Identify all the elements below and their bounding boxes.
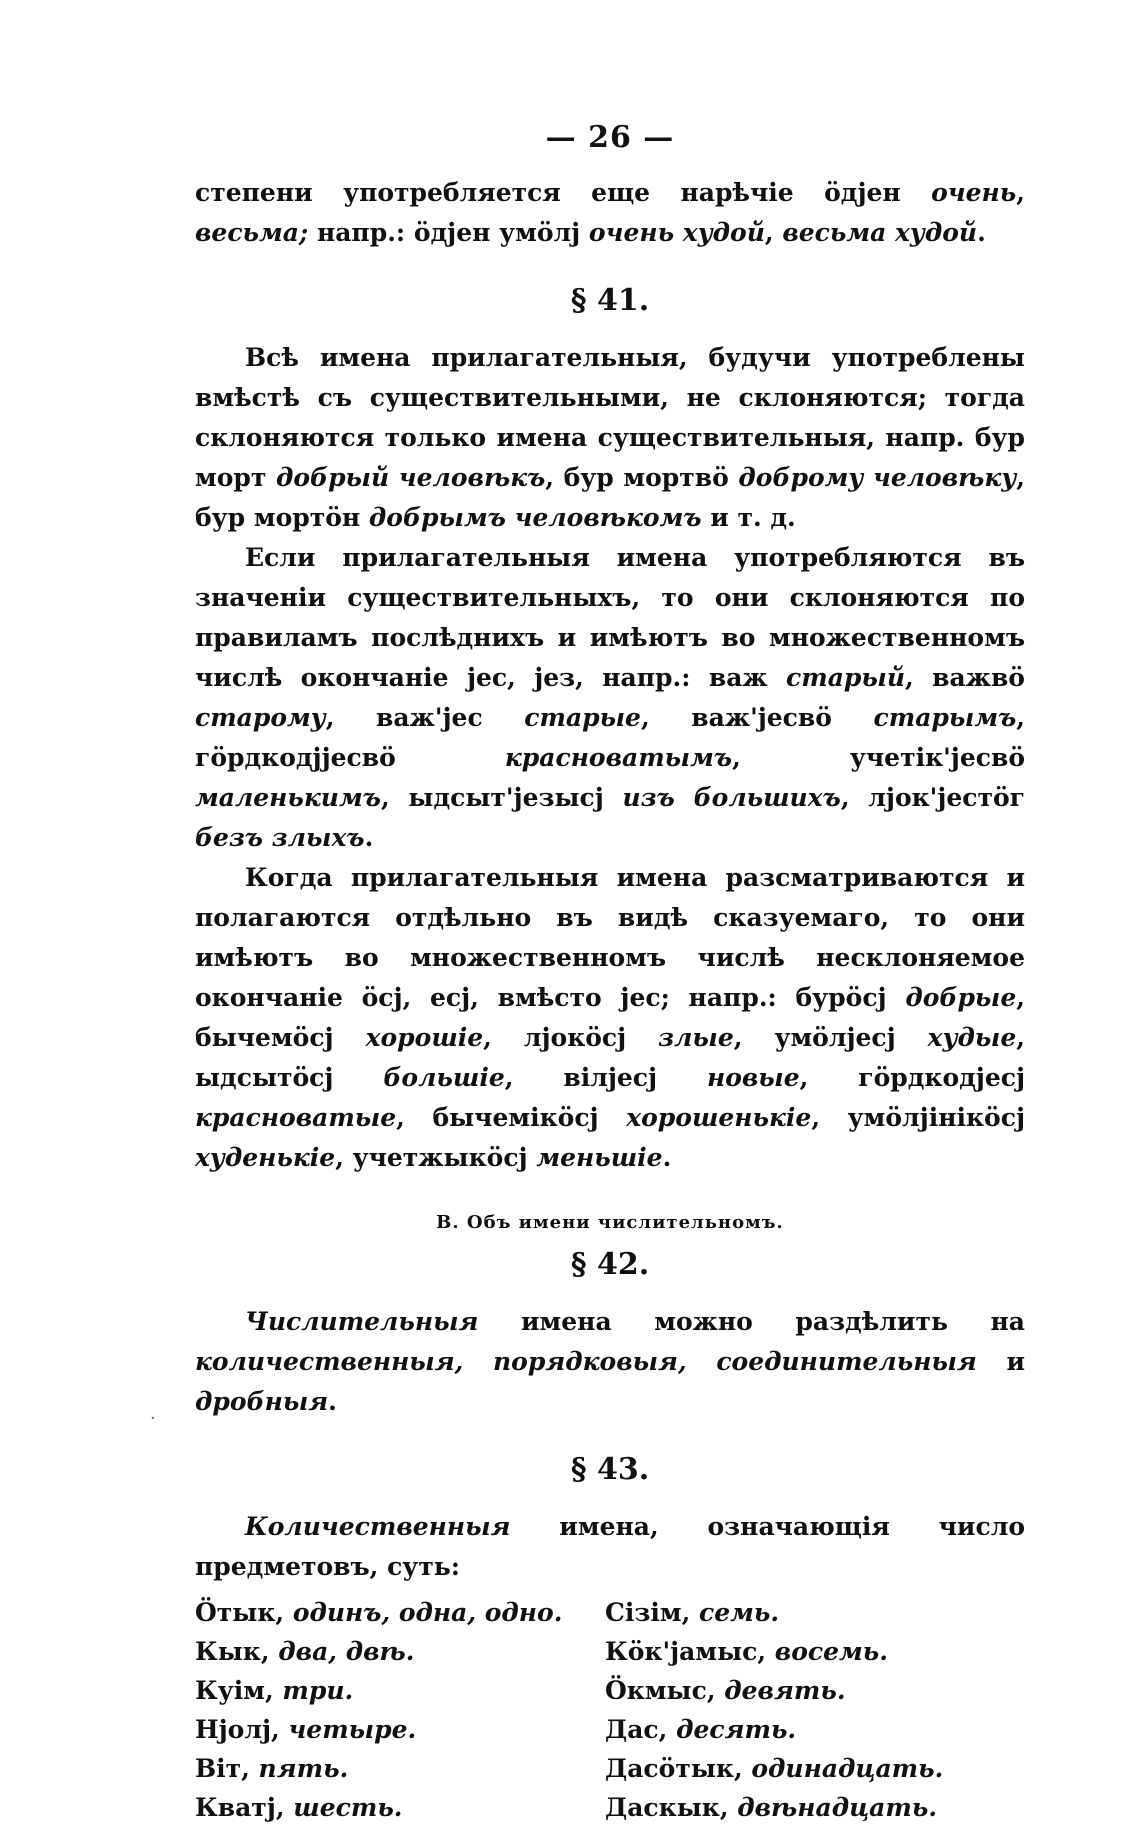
italic-text: худенькіе: [195, 1143, 336, 1172]
stray-mark-icon: ·: [150, 1408, 156, 1429]
komi-word: Куім: [195, 1676, 265, 1705]
komi-word: Кӧк'јамыс: [605, 1637, 758, 1666]
russian-translation: четыре.: [288, 1715, 417, 1744]
text: , лјок'јестӧг: [840, 783, 1025, 812]
italic-text: дробныя: [195, 1387, 329, 1416]
text: .: [364, 823, 374, 852]
russian-translation: три.: [282, 1676, 354, 1705]
text: и т. д.: [701, 503, 796, 532]
text: .: [977, 218, 986, 247]
text: , лјокӧсј: [483, 1023, 659, 1052]
page-number: — 26 —: [545, 120, 675, 155]
italic-text: хорошенькіе: [626, 1103, 812, 1132]
number-entry: Кватј, шесть.: [195, 1793, 403, 1822]
text: , гӧрдкодјесј: [799, 1063, 1025, 1092]
italic-text: безъ злыхъ: [195, 823, 365, 852]
text: степени употребляется еще нарѣчіе ӧдјен: [195, 178, 932, 207]
italic-text: красноватые: [195, 1103, 397, 1132]
italic-text: старымъ: [873, 703, 1017, 732]
text: , бур мортвӧ: [545, 463, 739, 492]
russian-translation: восемь.: [774, 1637, 888, 1666]
text: Всѣ имена прилагательныя, будучи употреблены вмѣстѣ съ существительными, не склоняются; тогда склоняются только имена существительныя, напр. бур морт: [195, 343, 1025, 492]
komi-word: Ӧтык: [195, 1598, 276, 1627]
russian-translation: десять.: [676, 1715, 797, 1744]
italic-text: старый: [786, 663, 906, 692]
text: .: [662, 1143, 672, 1172]
italic-text: Количественныя: [245, 1512, 511, 1541]
russian-translation: два, двѣ.: [278, 1637, 415, 1666]
italic-text: очень: [931, 178, 1017, 207]
text: , вілјесј: [504, 1063, 707, 1092]
text: имена можно раздѣлить на: [478, 1307, 1025, 1336]
text: , ыдсытӧсј: [195, 1023, 1025, 1092]
text: , важ'јес: [325, 703, 525, 732]
text: и: [976, 1347, 1025, 1376]
number-entry: Ӧкмыс, девять.: [605, 1676, 846, 1705]
text: , ыдсыт'језысј: [380, 783, 623, 812]
italic-text: маленькимъ: [195, 783, 381, 812]
italic-text: весьма;: [195, 218, 309, 247]
section-42-paragraph: [195, 1302, 1025, 1422]
section-41-paragraph-2: [195, 538, 1025, 858]
italic-text: хорошіе: [365, 1023, 484, 1052]
text: , учетік'јесвӧ: [732, 743, 1025, 772]
number-entry: Віт, пять.: [195, 1754, 349, 1783]
italic-text: Числительныя: [245, 1307, 479, 1336]
russian-translation: одинъ, одна, одно.: [292, 1598, 563, 1627]
number-entry: Сізім, семь.: [605, 1598, 780, 1627]
text: , учетжыкӧсј: [335, 1143, 537, 1172]
number-entry: Кык, два, двѣ.: [195, 1637, 415, 1666]
text: , важ'јесвӧ: [640, 703, 874, 732]
italic-text: старому: [195, 703, 326, 732]
intro-paragraph: [195, 173, 1025, 253]
number-entry: Даскык, двѣнадцать.: [605, 1793, 938, 1822]
section-41-paragraph-3: [195, 858, 1025, 1178]
russian-translation: шесть.: [293, 1793, 403, 1822]
text: Если прилагательныя имена употребляются въ значеніи существительныхъ, то они склоняются по прaвиламъ послѣднихъ и имѣютъ во множественномъ числѣ окончаніе јес, јез, напр.: важ: [195, 543, 1025, 692]
text: ,: [1016, 178, 1025, 207]
section-43-heading: § 43.: [570, 1452, 650, 1487]
text: , умӧлјесј: [733, 1023, 928, 1052]
text: , бычемікӧсј: [396, 1103, 627, 1132]
italic-text: доброму человѣку: [738, 463, 1017, 492]
komi-word: Даскык: [605, 1793, 720, 1822]
section-41-paragraph-1: [195, 338, 1025, 538]
number-entry: Нјолј, четыре.: [195, 1715, 417, 1744]
russian-translation: одинадцать.: [751, 1754, 944, 1783]
italic-text: старые: [524, 703, 641, 732]
komi-word: Кватј: [195, 1793, 276, 1822]
number-entry: Дасӧтык, одинадцать.: [605, 1754, 944, 1783]
text: напр.: ӧдјен умӧлј: [308, 218, 589, 247]
italic-text: весьма худой: [782, 218, 978, 247]
text: , умӧлјінікӧсј: [811, 1103, 1026, 1132]
italic-text: большіе: [383, 1063, 505, 1092]
text: , бур мортӧн: [195, 463, 1025, 532]
italic-text: новые: [706, 1063, 800, 1092]
italic-text: добрый человѣкъ: [275, 463, 546, 492]
page-body: [195, 120, 1025, 1827]
italic-text: очень худой: [588, 218, 765, 247]
number-entry: Куім, три.: [195, 1676, 354, 1705]
chapter-subtitle: В. Объ имени числительномъ.: [436, 1212, 784, 1233]
section-42-heading: § 42.: [570, 1247, 650, 1282]
komi-word: Віт: [195, 1754, 242, 1783]
italic-text: меньшіе: [536, 1143, 663, 1172]
komi-word: Нјолј: [195, 1715, 272, 1744]
italic-text: изъ большихъ: [622, 783, 841, 812]
number-entry: Ӧтык, одинъ, одна, одно.: [195, 1598, 563, 1627]
italic-text: добрымъ человѣкомъ: [368, 503, 702, 532]
text: , бычемӧсј: [195, 983, 1025, 1052]
text: имена, означающія число предметовъ, суть:: [195, 1512, 1025, 1581]
number-list: [195, 1593, 1025, 1827]
russian-translation: пять.: [258, 1754, 349, 1783]
komi-word: Дасӧтык: [605, 1754, 734, 1783]
russian-translation: девять.: [724, 1676, 846, 1705]
italic-text: худые: [927, 1023, 1017, 1052]
komi-word: Кык: [195, 1637, 261, 1666]
komi-word: Сізім: [605, 1598, 682, 1627]
komi-word: Дас: [605, 1715, 659, 1744]
russian-translation: двѣнадцать.: [737, 1793, 938, 1822]
komi-word: Ӧкмыс: [605, 1676, 707, 1705]
italic-text: количественныя, порядковыя, соединительныя: [195, 1347, 977, 1376]
section-41-heading: § 41.: [570, 283, 650, 318]
italic-text: добрые: [905, 983, 1017, 1012]
text: .: [328, 1387, 337, 1416]
section-43-paragraph: [195, 1507, 1025, 1587]
number-entry: Дас, десять.: [605, 1715, 797, 1744]
italic-text: злые: [658, 1023, 734, 1052]
text: , гӧрдкодјјесвӧ: [195, 703, 1025, 772]
text: ,: [764, 218, 783, 247]
italic-text: красноватымъ: [504, 743, 733, 772]
number-entry: Кӧк'јамыс, восемь.: [605, 1637, 888, 1666]
russian-translation: семь.: [698, 1598, 780, 1627]
text: Когда прилагательныя имена разсматриваются и полагаются отдѣльно въ видѣ сказуемаго, то они имѣютъ во множественномъ числѣ несклоняемое окончаніе ӧсј, есј, вмѣсто јес; напр.: бурӧсј: [195, 863, 1025, 1012]
text: , важвӧ: [905, 663, 1025, 692]
